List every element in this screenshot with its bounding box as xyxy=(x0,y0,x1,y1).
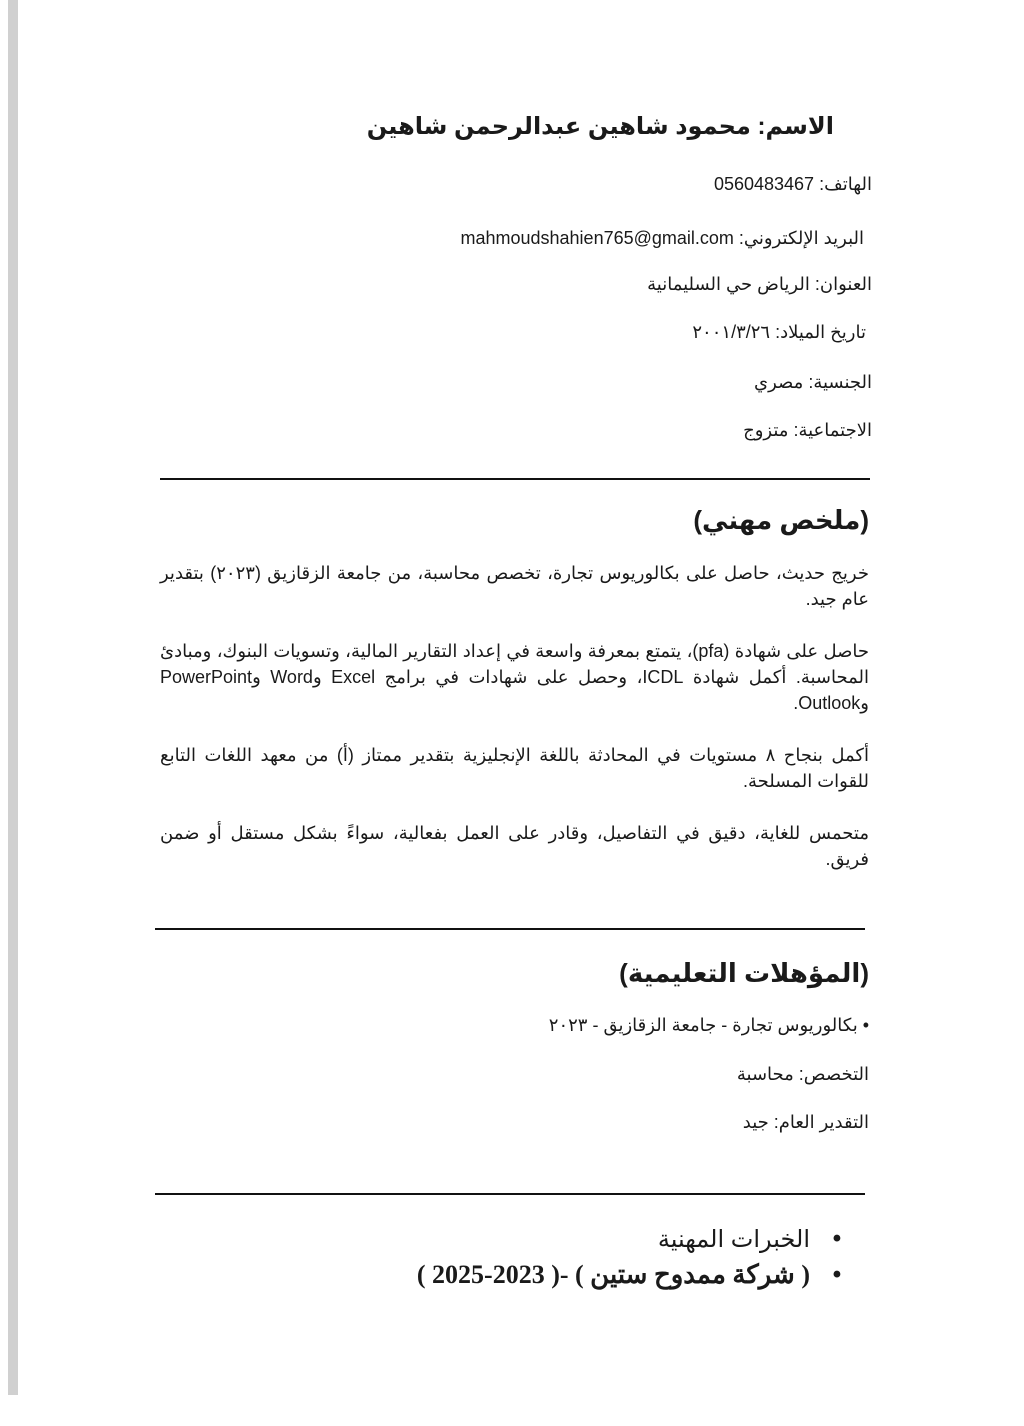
summary-paragraph-2: حاصل على شهادة (pfa)، يتمتع بمعرفة واسعة في إعداد التقارير المالية، وتسويات البنوك، ومبادئ المحاسبة. أكمل شهادة ICDL، وحصل على شهادات في برامج Excel وWord وPowerPoint وOutlook. xyxy=(160,641,869,713)
experience-company-item xyxy=(417,1258,844,1292)
summary-paragraph-1: خريج حديث، حاصل على بكالوريوس تجارة، تخصص محاسبة، من جامعة الزقازيق (٢٠٢٣) بتقدير عام جيد. xyxy=(160,563,869,609)
phone-line xyxy=(714,174,872,195)
phone-value: 0560483467 xyxy=(713,174,815,194)
bullet-icon: • xyxy=(832,1261,842,1288)
address-line xyxy=(647,274,872,295)
education-major: التخصص: محاسبة xyxy=(736,1064,869,1084)
birthdate-value: ٢٠٠١/٣/٢٦ xyxy=(692,322,771,342)
summary-heading: (ملخص مهني) xyxy=(693,505,869,535)
marital-status-value: متزوج xyxy=(743,420,789,440)
nationality-label: الجنسية: xyxy=(808,372,872,392)
experience-title: الخبرات المهنية xyxy=(657,1225,810,1253)
summary-paragraph-4: متحمس للغاية، دقيق في التفاصيل، وقادر على العمل بفعالية، سواءً بشكل مستقل أو ضمن فريق. xyxy=(160,823,869,869)
experience-company: ( شركة ممدوح ستين ) -( 2023-2025 ) xyxy=(416,1260,810,1289)
address-value: الرياض حي السليمانية xyxy=(647,274,810,294)
address-label: العنوان: xyxy=(814,274,872,294)
birthdate-label: تاريخ الميلاد: xyxy=(775,322,866,342)
summary-paragraph-3: أكمل بنجاح ٨ مستويات في المحادثة باللغة الإنجليزية بتقدير ممتاز (أ) من معهد اللغات التابع للقوات المسلحة. xyxy=(160,745,869,791)
divider-2 xyxy=(155,928,865,930)
email-line xyxy=(460,228,864,249)
name-line: الاسم: محمود شاهين عبدالرحمن شاهين xyxy=(366,113,834,140)
birthdate-line xyxy=(692,322,866,343)
education-heading: (المؤهلات التعليمية) xyxy=(619,958,869,988)
nationality-line xyxy=(754,372,872,393)
phone-label: الهاتف: xyxy=(819,174,872,194)
email-value[interactable]: mahmoudshahien765@gmail.com xyxy=(460,228,734,248)
education-grade: التقدير العام: جيد xyxy=(742,1112,869,1132)
email-label: البريد الإلكتروني: xyxy=(738,228,864,248)
divider-3 xyxy=(155,1193,865,1195)
bullet-icon: • xyxy=(832,1225,842,1252)
marital-status-label: الاجتماعية: xyxy=(793,420,872,440)
education-degree: • بكالوريوس تجارة - جامعة الزقازيق - ٢٠٢٣ xyxy=(548,1015,869,1035)
divider-1 xyxy=(160,478,870,480)
experience-list xyxy=(417,1222,844,1292)
nationality-value: مصري xyxy=(754,372,804,392)
experience-title-item xyxy=(417,1222,844,1256)
marital-status-line xyxy=(743,420,872,441)
